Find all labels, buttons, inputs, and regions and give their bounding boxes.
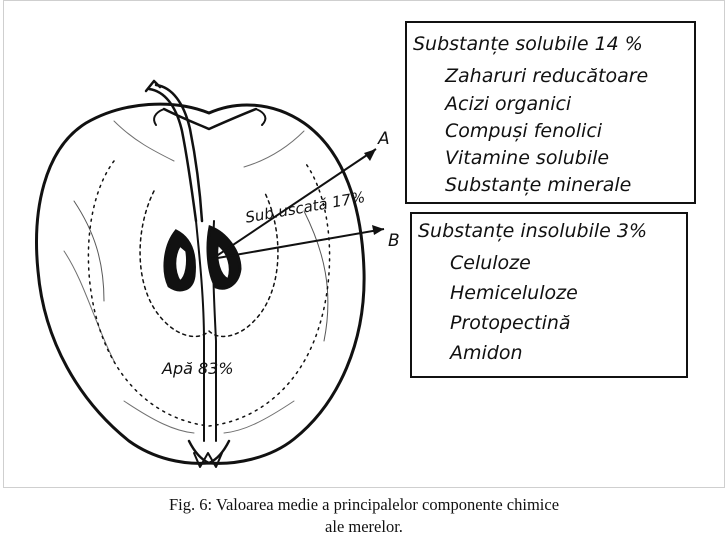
dry-matter-label: Sub.uscată 17% [244,187,367,227]
arrow-b-line [212,229,384,259]
soluble-item: Compuși fenolici [445,120,603,142]
seed-chambers [165,227,240,290]
caption-line-2: ale merelor. [325,517,403,536]
arrow-b-head [372,225,384,235]
water-label: Apă 83% [162,359,234,378]
core-channel [196,221,204,441]
caption-line-1: Fig. 6: Valoarea medie a principalelor componente chimice [168,495,560,514]
figure-caption [0,494,728,538]
insoluble-title: Substanțe insolubile 3% [418,220,648,242]
arrow-a-head [364,149,376,161]
soluble-item: Acizi organici [445,93,572,115]
insoluble-substances-box [410,212,688,378]
insoluble-item: Protopectină [450,312,571,334]
insoluble-item: Amidon [450,342,523,364]
insoluble-item: Hemiceluloze [450,282,578,304]
soluble-item: Substanțe minerale [445,174,632,196]
apple-stem [149,89,196,221]
insoluble-item: Celuloze [450,252,531,274]
soluble-item: Zaharuri reducătoare [445,65,649,87]
soluble-substances-box [405,21,696,204]
figure-frame [3,0,725,488]
apple-outline [37,104,365,463]
arrow-b-label: B [388,231,400,251]
arrow-a-label: A [378,129,390,149]
soluble-item: Vitamine solubile [445,147,610,169]
calyx [189,441,229,463]
soluble-title: Substanțe solubile 14 % [413,33,643,55]
